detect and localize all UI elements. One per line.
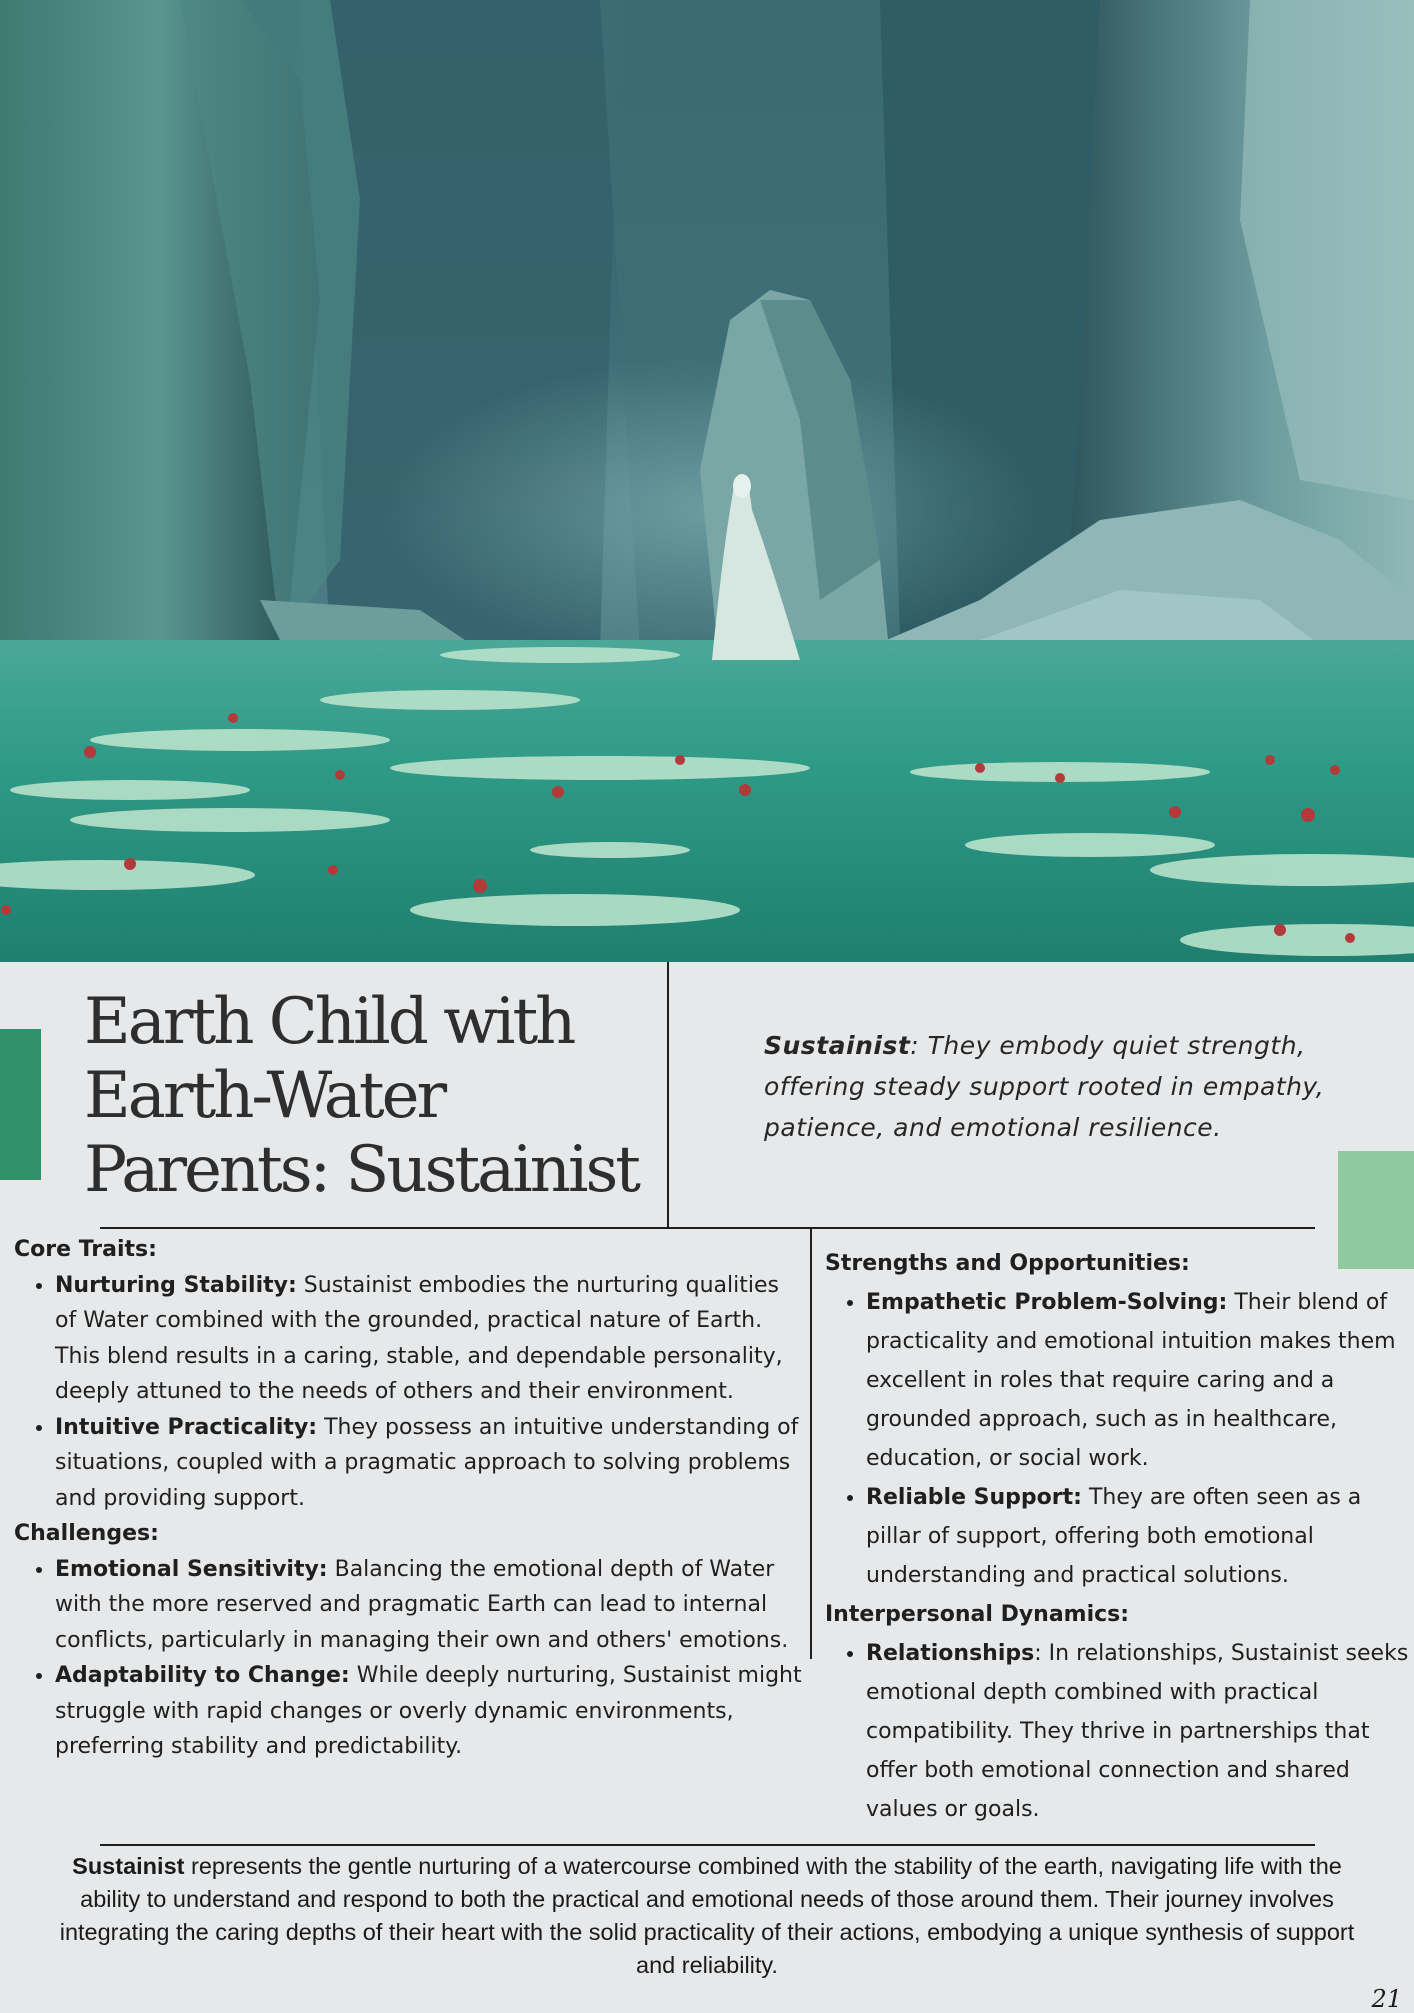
list-item (866, 1283, 1414, 1478)
hero-illustration (0, 0, 1414, 962)
tagline-term: Sustainist (764, 1031, 911, 1060)
list-item (55, 1658, 804, 1765)
item-label: Reliable Support: (866, 1485, 1082, 1510)
item-label: Relationships (866, 1641, 1035, 1666)
item-label: Nurturing Stability: (55, 1272, 297, 1298)
summary-term: Sustainist (72, 1853, 185, 1879)
divider-horizontal-top (100, 1227, 1315, 1229)
strengths-list (825, 1283, 1414, 1595)
challenges-heading: Challenges: (14, 1521, 159, 1546)
item-label: Intuitive Practicality: (55, 1414, 318, 1440)
item-text: Their blend of practicality and emotional intuition makes them excellent in roles that require caring and a grounded approach, such as in healthcare, education, or social work. (866, 1290, 1396, 1471)
right-column (825, 1244, 1414, 1829)
title-line: Earth-Water (84, 1059, 445, 1133)
divider-vertical-columns (810, 1229, 812, 1659)
summary-text: represents the gentle nurturing of a watercourse combined with the stability of the earth, navigating life with the ability to understand and respond to both the practical and emotional needs of those around them. Their journey involves integrating the caring depths of their heart with the solid practicality of their actions, embodying a unique synthesis of support and reliability. (59, 1853, 1355, 1978)
divider-vertical-header (667, 962, 669, 1228)
title-line: Earth Child with (84, 985, 574, 1059)
list-item (866, 1634, 1414, 1829)
item-label: Adaptability to Change: (55, 1663, 350, 1688)
list-item (55, 1268, 804, 1410)
core-traits-heading: Core Traits: (14, 1237, 157, 1262)
left-column (14, 1232, 804, 1765)
item-text: They possess an intuitive understanding of situations, coupled with a pragmatic approach to solving problems and providing support. (55, 1414, 799, 1511)
interpersonal-heading: Interpersonal Dynamics: (825, 1602, 1130, 1627)
item-text: They are often seen as a pillar of support, offering both emotional understanding and practical solutions. (866, 1485, 1362, 1588)
accent-bar-left (0, 1029, 41, 1180)
item-text: While deeply nurturing, Sustainist might struggle with rapid changes or overly dynamic environments, preferring stability and predictability. (55, 1663, 802, 1759)
item-text: : In relationships, Sustainist seeks emotional depth combined with practical compatibility. They thrive in partnerships that offer both emotional connection and shared values or goals. (866, 1641, 1409, 1822)
interpersonal-list (825, 1634, 1414, 1829)
summary-paragraph (40, 1850, 1374, 1982)
strengths-heading: Strengths and Opportunities: (825, 1251, 1190, 1276)
tagline (764, 1025, 1414, 1148)
item-text: Balancing the emotional depth of Water with the more reserved and pragmatic Earth can lead to internal conflicts, particularly in managing their own and others' emotions. (55, 1556, 789, 1653)
item-label: Empathetic Problem-Solving: (866, 1290, 1228, 1315)
item-label: Emotional Sensitivity: (55, 1556, 328, 1582)
tagline-text: : They embody quiet strength, offering steady support rooted in empathy, patience, and emotional resilience. (764, 1031, 1325, 1142)
page-title (84, 985, 654, 1207)
title-line: Parents: Sustainist (84, 1133, 638, 1207)
divider-horizontal-bottom (100, 1844, 1315, 1846)
list-item (55, 1552, 804, 1659)
item-text: Sustainist embodies the nurturing qualities of Water combined with the grounded, practical nature of Earth. This blend results in a caring, stable, and dependable personality, deeply attuned to the needs of others and their environment. (55, 1272, 783, 1404)
challenges-list (14, 1552, 804, 1765)
list-item (866, 1478, 1414, 1595)
list-item (55, 1410, 804, 1517)
core-traits-list (14, 1268, 804, 1517)
page-number: 21 (1371, 1985, 1402, 2013)
